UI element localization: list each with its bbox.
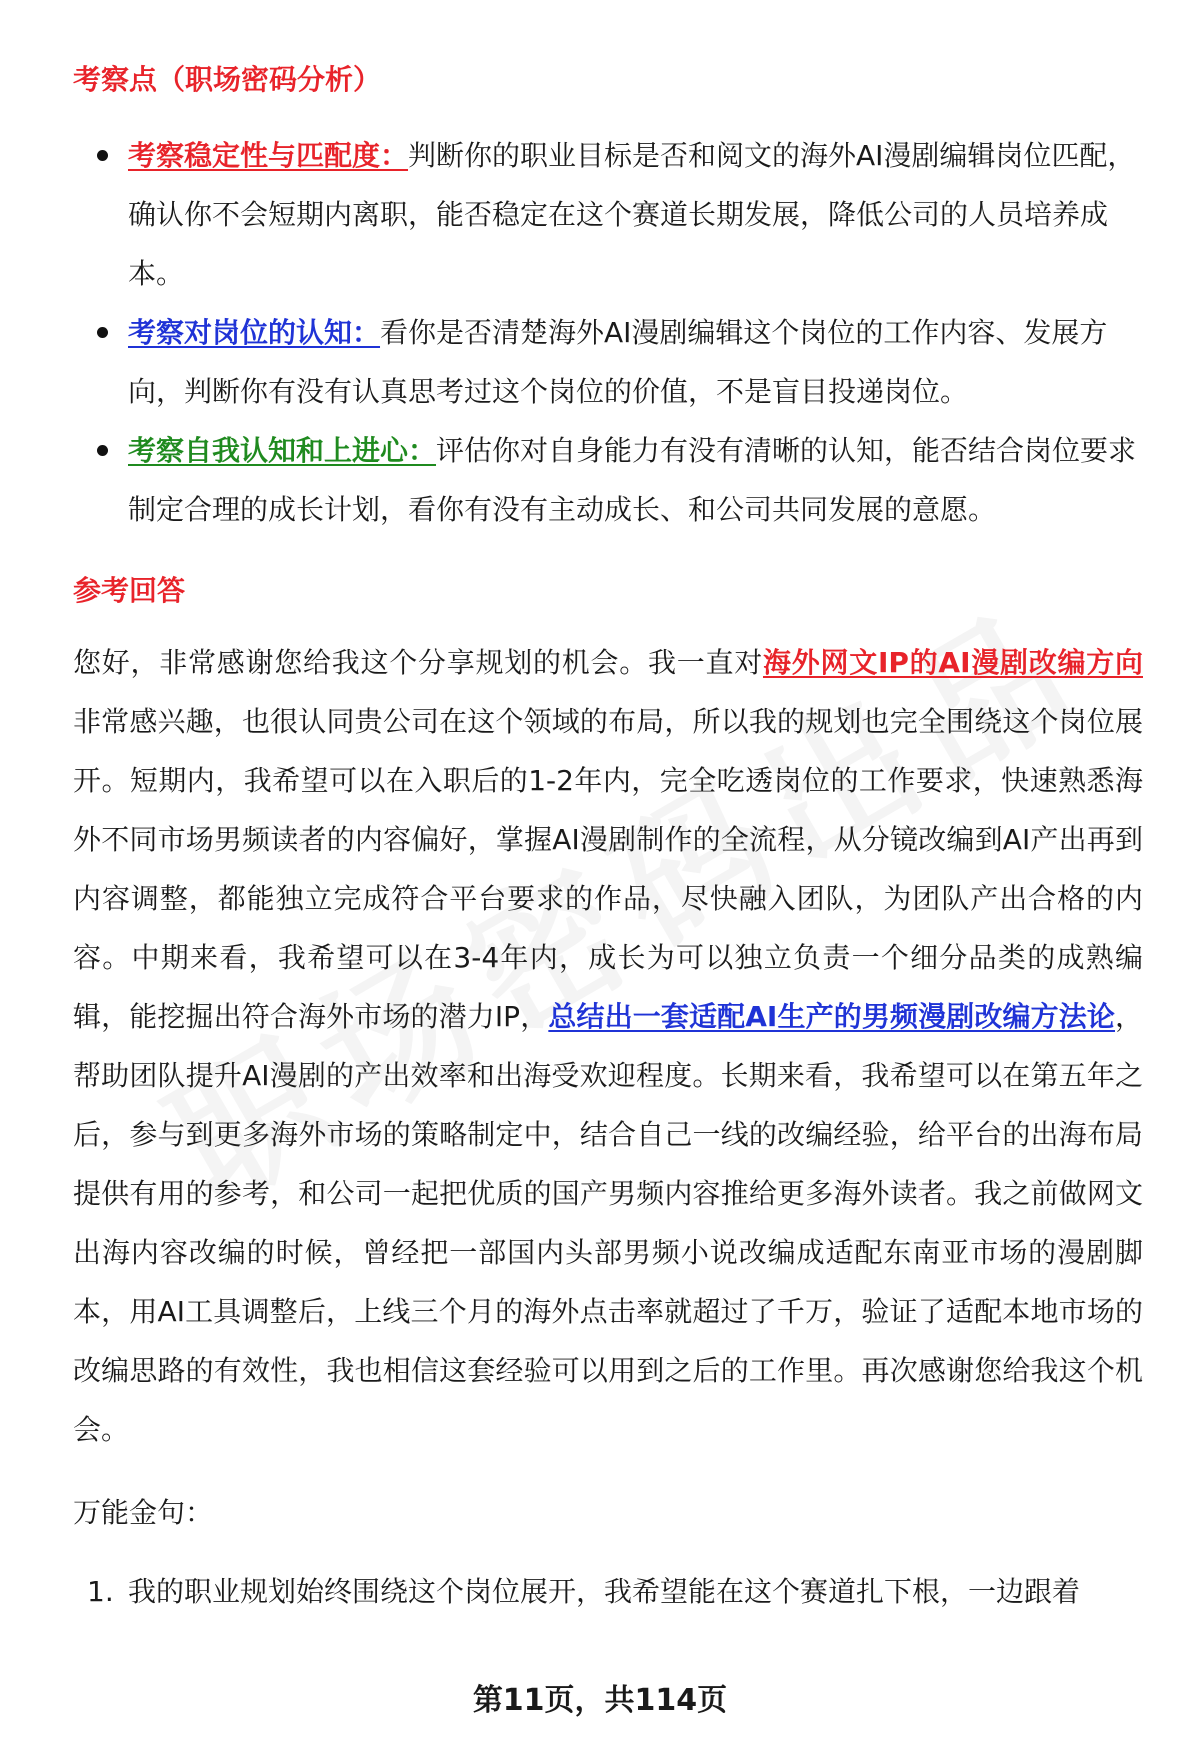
answer-highlight-red: 海外网文IP的AI漫剧改编方向 [762,646,1143,679]
bullet-icon [97,327,108,338]
phrase-text: 我的职业规划始终围绕这个岗位展开，我希望能在这个赛道扎下根，一边跟着 [128,1575,1081,1608]
answer-text: 您好，非常感谢您给我这个分享规划的机会。我一直对 [73,646,763,679]
analysis-point [73,303,1143,421]
analysis-points-list [73,126,1143,539]
answer-text: ，帮助团队提升AI漫剧的产出效率和出海受欢迎程度。长期来看，我希望可以在第五年之后，参与到更多海外市场的策略制定中，结合自己一线的改编经验，给平台的出海布局提供有用的参考，和公司一起把优质的国产男频内容推给更多海外读者。我之前做网文出海内容改编的时候，曾经把一部国内头部男频小说改编成适配东南亚市场的漫剧脚本，用AI工具调整后，上线三个月的海外点击率就超过了千万，验证了适配本地市场的改编思路的有效性，我也相信这套经验可以用到之后的工作里。再次感谢您给我这个机会。 [73,1000,1143,1446]
page-number-footer: 第11页，共114页 [472,1683,728,1718]
bullet-icon [97,150,108,161]
point-text: 看你是否清楚海外AI漫剧编辑这个岗位的工作内容、发展方向，判断你有没有认真思考过这个岗位的价值，不是盲目投递岗位。 [128,316,1108,408]
bullet-icon [97,445,108,456]
point-label: 考察对岗位的认知： [128,316,381,349]
answer-highlight-blue: 总结出一套适配AI生产的男频漫剧改编方法论 [548,1000,1115,1033]
phrases-heading: 万能金句： [73,1496,214,1529]
answer-text: 非常感兴趣，也很认同贵公司在这个领域的布局，所以我的规划也完全围绕这个岗位展开。短期内，我希望可以在入职后的1-2年内，完全吃透岗位的工作要求，快速熟悉海外不同市场男频读者的内容偏好，掌握AI漫剧制作的全流程，从分镜改编到AI产出再到内容调整，都能独立完成符合平台要求的作品，尽快融入团队，为团队产出合格的内容。中期来看，我希望可以在3-4年内，成长为可以独立负责一个细分品类的成熟编辑，能挖掘出符合海外市场的潜力IP， [73,705,1143,1033]
phrase-item [73,1562,1143,1621]
document-page [73,58,1143,1621]
reference-answer-paragraph [73,633,1143,1459]
point-label: 考察自我认知和上进心： [128,434,437,467]
point-label: 考察稳定性与匹配度： [128,139,409,172]
phrase-number: 1. [87,1575,114,1608]
point-text: 评估你对自身能力有没有清晰的认知，能否结合岗位要求制定合理的成长计划，看你有没有主动成长、和公司共同发展的意愿。 [128,434,1137,526]
analysis-point [73,421,1143,539]
section-title-analysis: 考察点（职场密码分析） [73,63,382,96]
phrases-list [73,1562,1143,1621]
analysis-point [73,126,1143,303]
section-title-reference-answer: 参考回答 [73,574,186,607]
point-text: 判断你的职业目标是否和阅文的海外AI漫剧编辑岗位匹配，确认你不会短期内离职，能否稳定在这个赛道长期发展，降低公司的人员培养成本。 [128,139,1136,290]
